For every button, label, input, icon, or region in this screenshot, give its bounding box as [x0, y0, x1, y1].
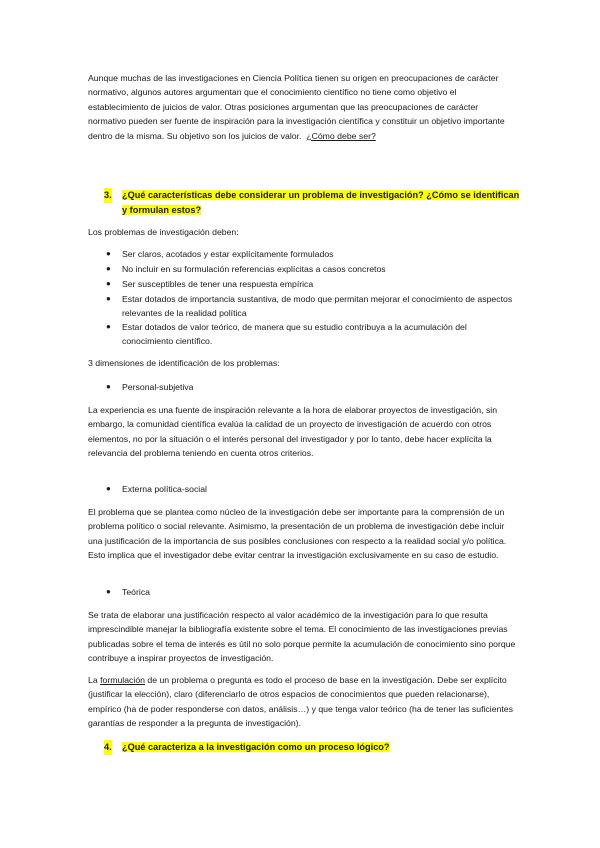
intro-paragraph: [88, 71, 516, 143]
bullet-icon: ●: [106, 264, 111, 273]
list-item-text: Ser claros, acotados y estar explícitamente formulados: [122, 249, 334, 259]
dimension-paragraph: La experiencia es una fuente de inspiración relevante a la hora de elaborar proyectos de investigación, sin embargo, la comunidad científica evalúa la calidad de un proyecto de investigación de acuerdo con otros elementos, no por la situación o el interés personal del investigador y por lo tanto, debe hacer explícita la relevancia del problema teniendo en cuenta otros criterios.: [88, 405, 498, 459]
bullet-icon: ●: [106, 382, 111, 391]
question-text: ¿Qué caracteriza a la investigación como un proceso lógico?: [122, 742, 390, 752]
formulation-text: de un problema o pregunta es todo el proceso de base en la investigación. Debe ser explícito (justificar la elección), claro (diferenciarlo de otros espacios de conocimientos que pueden relacionarse), empírico (ha de poder responderse con datos, análisis…) y que tenga valor teórico (ha de tener las suficientes garantías de responder a la pregunta de investigación).: [88, 675, 513, 729]
bullet-icon: ●: [106, 294, 111, 303]
dimension-bullet: [106, 482, 516, 496]
dimension-name: Externa política-social: [122, 484, 207, 494]
dimension-bullet: [106, 585, 516, 599]
bullet-icon: ●: [106, 249, 111, 258]
formulation-paragraph: [88, 673, 516, 731]
dimensions-intro: 3 dimensiones de identificación de los problemas:: [88, 358, 280, 368]
dimension-paragraph: Se trata de elaborar una justificación respecto al valor académico de la investigación para lo que resulta imprescindible manejar la bibliografía existente sobre el tema. El conocimiento de las investigaciones previas publicadas sobre el tema de interés es útil no solo porque permite la acumulación de conocimiento sino porque contribuye a inspirar proyectos de investigación.: [88, 610, 516, 664]
formulation-term: formulación: [100, 675, 145, 685]
list-item-text: No incluir en su formulación referencias explícitas a casos concretos: [122, 264, 386, 274]
dimension-name: Teórica: [122, 587, 151, 597]
dimension-name: Personal-subjetiva: [122, 382, 194, 392]
question-number: 3.: [104, 188, 112, 203]
bullet-icon: ●: [106, 322, 111, 331]
question-4-heading: [104, 740, 524, 755]
list-item-text: Estar dotados de importancia sustantiva, de modo que permitan mejorar el conocimiento de aspectos relevantes de la realidad política: [122, 294, 513, 319]
list-item: [106, 262, 516, 276]
problems-intro: Los problemas de investigación deben:: [88, 227, 239, 237]
intro-text: Aunque muchas de las investigaciones en Ciencia Política tienen su origen en preocupaciones de carácter normativo, algunos autores argumentan que el conocimiento científico no tiene como objetivo el establecimiento de juicios de valor. Otras posiciones argumentan que las preocupaciones de carácter normativo pueden ser fuente de inspiración para la investigación científica y constituir un objetivo importante dentro de la misma. Su objetivo son los juicios de valor.: [88, 73, 505, 141]
question-3-heading: [104, 188, 524, 218]
question-text: ¿Qué características debe considerar un problema de investigación? ¿Cómo se identifican y formulan estos?: [122, 190, 520, 215]
question-number: 4.: [104, 740, 112, 755]
list-item: [106, 277, 516, 291]
list-item: [106, 247, 516, 261]
bullet-icon: ●: [106, 279, 111, 288]
dimension-bullet: [106, 380, 516, 394]
intro-underlined-question: ¿Cómo debe ser?: [306, 130, 376, 141]
formulation-prefix: La: [88, 675, 101, 685]
dimension-paragraph: El problema que se plantea como núcleo de la investigación debe ser importante para la comprensión de un problema político o social relevante. Asimismo, la presentación de un problema de investigación debe incluir una justificación de la importancia de sus posibles conclusiones con respecto a la realidad social y/o política. Esto implica que el investigador debe evitar centrar la investigación exclusivamente en su caso de estudio.: [88, 507, 507, 561]
list-item-text: Ser susceptibles de tener una respuesta empírica: [122, 279, 314, 289]
bullet-icon: ●: [106, 587, 111, 596]
list-item-text: Estar dotados de valor teórico, de manera que su estudio contribuya a la acumulación del conocimiento científico.: [122, 322, 467, 347]
list-item: [106, 292, 516, 321]
bullet-icon: ●: [106, 484, 111, 493]
list-item: [106, 320, 516, 349]
